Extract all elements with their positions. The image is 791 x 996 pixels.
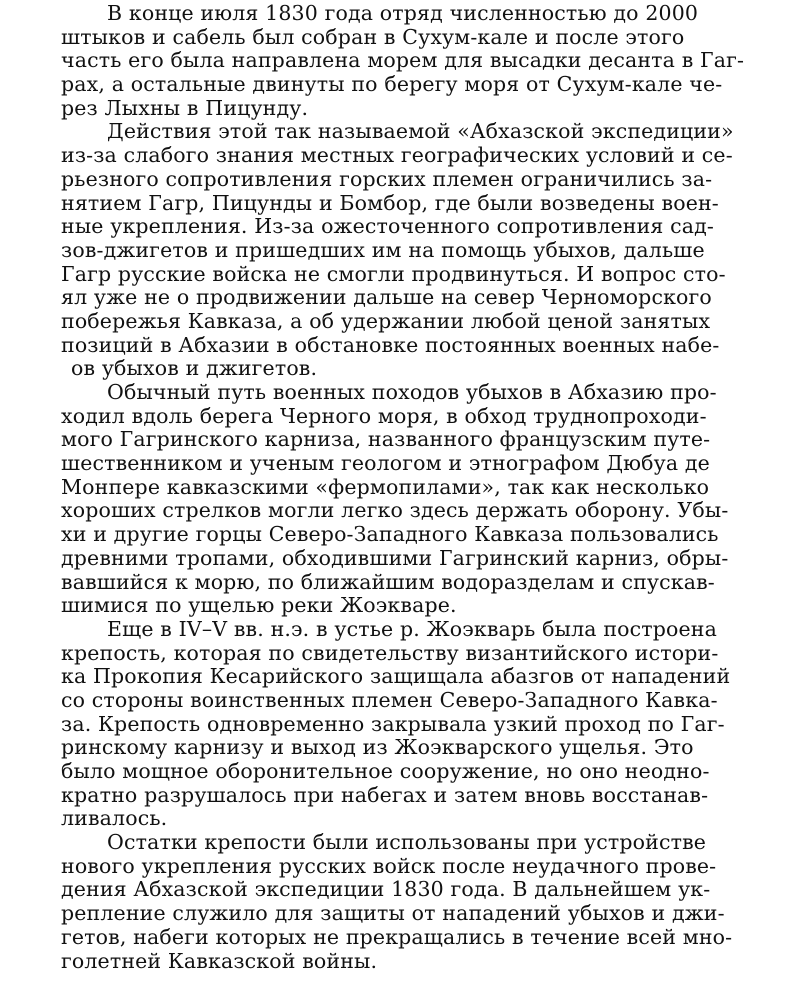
- text-line: гетов, набеги которых не прекращались в течение всей мно-: [61, 924, 733, 949]
- text-line: шественником и ученым геологом и этнографом Дюбуа де: [61, 451, 710, 476]
- paragraph-3: [61, 381, 773, 618]
- text-line: нятием Гагр, Пицунды и Бомбор, где были возведены воен-: [61, 190, 719, 215]
- text-line: кратно разрушалось при набегах и затем вновь восстанав-: [61, 782, 709, 807]
- text-line: часть его была направлена морем для высадки десанта в Гаг-: [61, 48, 745, 73]
- text-line: из-за слабого знания местных географических условий и се-: [61, 143, 733, 168]
- text-line: крепость, которая по свидетельству византийского истори-: [61, 640, 719, 665]
- text-line: позиций в Абхазии в обстановке постоянных военных набе-: [61, 332, 720, 357]
- text-line: шимися по ущелью реки Жоэкваре.: [61, 593, 457, 618]
- text-line: рез Лыхны в Пицунду.: [61, 95, 309, 120]
- text-line: ходил вдоль берега Черного моря, в обход труднопроходи-: [61, 403, 707, 428]
- text-line: В конце июля 1830 года отряд численностью до 2000: [107, 1, 699, 25]
- text-line: ринскому карнизу и выход из Жоэкварского ущелья. Это: [61, 735, 694, 760]
- text-line: Монпере кавказскими «фермопилами», так как несколько: [61, 474, 710, 499]
- text-line: дения Абхазской экспедиции 1830 года. В дальнейшем ук-: [61, 877, 711, 902]
- text-line: со стороны воинственных племен Северо-Западного Кавка-: [61, 687, 718, 712]
- text-line: ял уже не о продвижении дальше на север Черноморского: [61, 285, 712, 310]
- text-line: хи и другие горцы Северо-Западного Кавказа пользовались: [61, 522, 719, 547]
- text-line: Действия этой так называемой «Абхазской экспедиции»: [107, 119, 734, 144]
- text-line: рах, а остальные двинуты по берегу моря от Сухум-кале че-: [61, 72, 723, 97]
- text-line: Гагр русские войска не смогли продвинуться. И вопрос сто-: [61, 261, 726, 286]
- text-line: было мощное оборонительное сооружение, но оно неодно-: [61, 759, 710, 783]
- text-line: побережья Кавказа, а об удержании любой ценой занятых: [61, 308, 711, 333]
- text-line: древними тропами, обходившими Гагринский карниз, обры-: [61, 545, 729, 570]
- text-line: ливалось.: [61, 806, 168, 831]
- text-line: Еще в IV–V вв. н.э. в устье р. Жоэкварь была построена: [107, 616, 717, 641]
- paragraph-5: [61, 831, 773, 973]
- text-line: ные укрепления. Из-за ожесточенного сопротивления сад-: [61, 214, 714, 239]
- text-line: за. Крепость одновременно закрывала узкий проход по Гаг-: [61, 711, 725, 736]
- paragraph-4: [61, 618, 773, 831]
- document-page: [61, 2, 773, 973]
- text-line: ов убыхов и джигетов.: [71, 356, 318, 381]
- text-line: мого Гагринского карниза, названного французским путе-: [61, 427, 711, 452]
- text-line: зов-джигетов и пришедших им на помощь убыхов, дальше: [61, 237, 705, 262]
- text-line: хороших стрелков могли легко здесь держать оборону. Убы-: [61, 498, 729, 523]
- paragraph-2: [61, 120, 773, 381]
- text-line: рьезного сопротивления горских племен ограничились за-: [61, 166, 713, 191]
- text-line: Обычный путь военных походов убыхов в Абхазию про-: [107, 380, 717, 404]
- text-line: нового укрепления русских войск после неудачного прове-: [61, 853, 717, 878]
- paragraph-1: [61, 2, 773, 120]
- text-line: репление служило для защиты от нападений убыхов и джи-: [61, 901, 725, 926]
- text-line: ка Прокопия Кесарийского защищала абазгов от нападений: [61, 664, 731, 689]
- text-line: голетней Кавказской войны.: [61, 948, 378, 973]
- text-line: вавшийся к морю, по ближайшим водоразделам и спускав-: [61, 569, 715, 594]
- text-line: Остатки крепости были использованы при устройстве: [107, 830, 707, 855]
- text-line: штыков и сабель был собран в Сухум-кале и после этого: [61, 24, 685, 49]
